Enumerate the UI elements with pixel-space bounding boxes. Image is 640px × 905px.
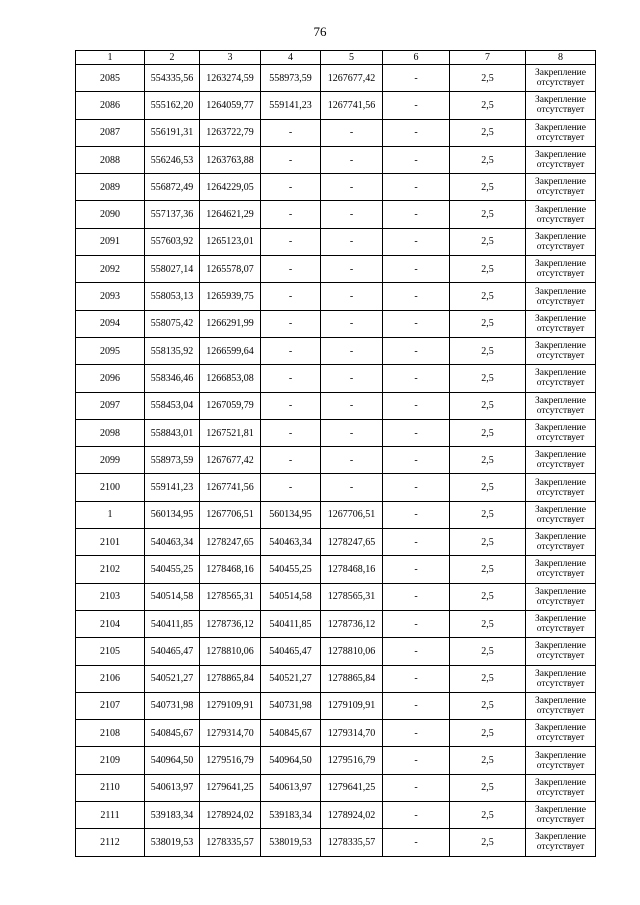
y-coord-cell: 1267521,81	[200, 419, 261, 446]
y-coord-cell: 1267706,51	[200, 501, 261, 528]
x-coord-cell: 558453,04	[145, 392, 200, 419]
point-number-cell: 2108	[76, 720, 145, 747]
accuracy-cell: 2,5	[450, 337, 526, 364]
x-coord-cell: 558027,14	[145, 256, 200, 283]
fixing-note-cell: Закрепление отсутствует	[526, 283, 596, 310]
x-coord-2-cell: 560134,95	[261, 501, 321, 528]
table-row	[76, 501, 596, 528]
y-coord-2-cell: -	[321, 474, 383, 501]
y-coord-cell: 1264621,29	[200, 201, 261, 228]
y-coord-2-cell: 1278736,12	[321, 610, 383, 637]
y-coord-2-cell: 1279109,91	[321, 692, 383, 719]
table-body	[76, 65, 596, 857]
column-header: 4	[261, 51, 321, 65]
fixing-note-cell: Закрепление отсутствует	[526, 474, 596, 501]
table-row	[76, 720, 596, 747]
fixing-note-cell: Закрепление отсутствует	[526, 447, 596, 474]
table-row	[76, 774, 596, 801]
accuracy-cell: 2,5	[450, 720, 526, 747]
accuracy-cell: 2,5	[450, 119, 526, 146]
x-coord-2-cell: 540731,98	[261, 692, 321, 719]
y-coord-2-cell: -	[321, 283, 383, 310]
fixing-note-cell: Закрепление отсутствует	[526, 310, 596, 337]
y-coord-2-cell: -	[321, 392, 383, 419]
x-coord-2-cell: -	[261, 174, 321, 201]
x-coord-cell: 540521,27	[145, 665, 200, 692]
point-number-cell: 2101	[76, 529, 145, 556]
col6-cell: -	[383, 146, 450, 173]
x-coord-cell: 555162,20	[145, 92, 200, 119]
point-number-cell: 2096	[76, 365, 145, 392]
point-number-cell: 2095	[76, 337, 145, 364]
col6-cell: -	[383, 720, 450, 747]
y-coord-cell: 1266599,64	[200, 337, 261, 364]
table-row	[76, 65, 596, 92]
y-coord-cell: 1278565,31	[200, 583, 261, 610]
x-coord-2-cell: 540411,85	[261, 610, 321, 637]
accuracy-cell: 2,5	[450, 365, 526, 392]
col6-cell: -	[383, 337, 450, 364]
y-coord-2-cell: -	[321, 256, 383, 283]
col6-cell: -	[383, 119, 450, 146]
y-coord-cell: 1278924,02	[200, 802, 261, 829]
y-coord-cell: 1263274,59	[200, 65, 261, 92]
point-number-cell: 2105	[76, 638, 145, 665]
y-coord-cell: 1265939,75	[200, 283, 261, 310]
y-coord-2-cell: 1267677,42	[321, 65, 383, 92]
fixing-note-cell: Закрепление отсутствует	[526, 774, 596, 801]
accuracy-cell: 2,5	[450, 283, 526, 310]
accuracy-cell: 2,5	[450, 501, 526, 528]
x-coord-cell: 540964,50	[145, 747, 200, 774]
accuracy-cell: 2,5	[450, 556, 526, 583]
x-coord-cell: 558346,46	[145, 365, 200, 392]
x-coord-2-cell: 558973,59	[261, 65, 321, 92]
table-row	[76, 638, 596, 665]
x-coord-cell: 558843,01	[145, 419, 200, 446]
col6-cell: -	[383, 256, 450, 283]
y-coord-2-cell: 1278468,16	[321, 556, 383, 583]
table-row	[76, 419, 596, 446]
y-coord-2-cell: 1278810,06	[321, 638, 383, 665]
accuracy-cell: 2,5	[450, 310, 526, 337]
fixing-note-cell: Закрепление отсутствует	[526, 337, 596, 364]
table-header-row	[76, 51, 596, 65]
accuracy-cell: 2,5	[450, 447, 526, 474]
y-coord-cell: 1267059,79	[200, 392, 261, 419]
x-coord-2-cell: -	[261, 447, 321, 474]
y-coord-cell: 1279314,70	[200, 720, 261, 747]
x-coord-2-cell: 540465,47	[261, 638, 321, 665]
y-coord-2-cell: -	[321, 174, 383, 201]
col6-cell: -	[383, 610, 450, 637]
y-coord-2-cell: -	[321, 365, 383, 392]
fixing-note-cell: Закрепление отсутствует	[526, 829, 596, 856]
page-number: 76	[313, 24, 327, 39]
y-coord-2-cell: -	[321, 447, 383, 474]
table-row	[76, 392, 596, 419]
x-coord-2-cell: -	[261, 365, 321, 392]
point-number-cell: 2102	[76, 556, 145, 583]
table-row	[76, 829, 596, 856]
col6-cell: -	[383, 638, 450, 665]
col6-cell: -	[383, 583, 450, 610]
x-coord-2-cell: -	[261, 256, 321, 283]
col6-cell: -	[383, 92, 450, 119]
y-coord-cell: 1278865,84	[200, 665, 261, 692]
table-row	[76, 447, 596, 474]
col6-cell: -	[383, 310, 450, 337]
x-coord-cell: 557137,36	[145, 201, 200, 228]
point-number-cell: 2110	[76, 774, 145, 801]
col6-cell: -	[383, 802, 450, 829]
accuracy-cell: 2,5	[450, 747, 526, 774]
column-header: 3	[200, 51, 261, 65]
table-row	[76, 310, 596, 337]
accuracy-cell: 2,5	[450, 529, 526, 556]
x-coord-2-cell: 540514,58	[261, 583, 321, 610]
fixing-note-cell: Закрепление отсутствует	[526, 256, 596, 283]
y-coord-2-cell: -	[321, 201, 383, 228]
fixing-note-cell: Закрепление отсутствует	[526, 665, 596, 692]
y-coord-2-cell: 1279314,70	[321, 720, 383, 747]
fixing-note-cell: Закрепление отсутствует	[526, 638, 596, 665]
x-coord-2-cell: 540964,50	[261, 747, 321, 774]
x-coord-cell: 540465,47	[145, 638, 200, 665]
x-coord-cell: 558135,92	[145, 337, 200, 364]
accuracy-cell: 2,5	[450, 665, 526, 692]
column-header: 6	[383, 51, 450, 65]
table-row	[76, 529, 596, 556]
fixing-note-cell: Закрепление отсутствует	[526, 501, 596, 528]
y-coord-cell: 1266291,99	[200, 310, 261, 337]
accuracy-cell: 2,5	[450, 829, 526, 856]
y-coord-2-cell: 1267706,51	[321, 501, 383, 528]
fixing-note-cell: Закрепление отсутствует	[526, 692, 596, 719]
table-row	[76, 228, 596, 255]
point-number-cell: 2092	[76, 256, 145, 283]
accuracy-cell: 2,5	[450, 92, 526, 119]
x-coord-2-cell: 540521,27	[261, 665, 321, 692]
point-number-cell: 2094	[76, 310, 145, 337]
point-number-cell: 2099	[76, 447, 145, 474]
y-coord-cell: 1264229,05	[200, 174, 261, 201]
table-row	[76, 802, 596, 829]
x-coord-cell: 540463,34	[145, 529, 200, 556]
col6-cell: -	[383, 829, 450, 856]
table-row	[76, 692, 596, 719]
fixing-note-cell: Закрепление отсутствует	[526, 419, 596, 446]
col6-cell: -	[383, 501, 450, 528]
x-coord-cell: 557603,92	[145, 228, 200, 255]
y-coord-cell: 1265578,07	[200, 256, 261, 283]
y-coord-2-cell: 1278924,02	[321, 802, 383, 829]
fixing-note-cell: Закрепление отсутствует	[526, 720, 596, 747]
accuracy-cell: 2,5	[450, 774, 526, 801]
y-coord-cell: 1279516,79	[200, 747, 261, 774]
x-coord-2-cell: -	[261, 201, 321, 228]
x-coord-cell: 556191,31	[145, 119, 200, 146]
x-coord-2-cell: -	[261, 283, 321, 310]
x-coord-2-cell: 540463,34	[261, 529, 321, 556]
fixing-note-cell: Закрепление отсутствует	[526, 65, 596, 92]
y-coord-2-cell: 1267741,56	[321, 92, 383, 119]
y-coord-2-cell: -	[321, 419, 383, 446]
fixing-note-cell: Закрепление отсутствует	[526, 92, 596, 119]
x-coord-2-cell: -	[261, 392, 321, 419]
table-row	[76, 283, 596, 310]
x-coord-2-cell: 540455,25	[261, 556, 321, 583]
y-coord-cell: 1278335,57	[200, 829, 261, 856]
accuracy-cell: 2,5	[450, 583, 526, 610]
point-number-cell: 2103	[76, 583, 145, 610]
accuracy-cell: 2,5	[450, 201, 526, 228]
point-number-cell: 2111	[76, 802, 145, 829]
column-header: 8	[526, 51, 596, 65]
accuracy-cell: 2,5	[450, 228, 526, 255]
x-coord-cell: 559141,23	[145, 474, 200, 501]
col6-cell: -	[383, 529, 450, 556]
col6-cell: -	[383, 474, 450, 501]
x-coord-2-cell: 559141,23	[261, 92, 321, 119]
y-coord-cell: 1263763,88	[200, 146, 261, 173]
column-header: 7	[450, 51, 526, 65]
col6-cell: -	[383, 201, 450, 228]
table-row	[76, 256, 596, 283]
point-number-cell: 2089	[76, 174, 145, 201]
accuracy-cell: 2,5	[450, 146, 526, 173]
point-number-cell: 2098	[76, 419, 145, 446]
fixing-note-cell: Закрепление отсутствует	[526, 610, 596, 637]
table-row	[76, 146, 596, 173]
point-number-cell: 2097	[76, 392, 145, 419]
column-header: 1	[76, 51, 145, 65]
table-row	[76, 665, 596, 692]
x-coord-2-cell: -	[261, 119, 321, 146]
accuracy-cell: 2,5	[450, 692, 526, 719]
column-header: 5	[321, 51, 383, 65]
table-row	[76, 556, 596, 583]
table-row	[76, 747, 596, 774]
x-coord-cell: 558973,59	[145, 447, 200, 474]
x-coord-cell: 540455,25	[145, 556, 200, 583]
x-coord-cell: 560134,95	[145, 501, 200, 528]
x-coord-cell: 558075,42	[145, 310, 200, 337]
x-coord-2-cell: 540845,67	[261, 720, 321, 747]
x-coord-2-cell: -	[261, 419, 321, 446]
x-coord-cell: 538019,53	[145, 829, 200, 856]
fixing-note-cell: Закрепление отсутствует	[526, 583, 596, 610]
y-coord-cell: 1278468,16	[200, 556, 261, 583]
point-number-cell: 2104	[76, 610, 145, 637]
accuracy-cell: 2,5	[450, 174, 526, 201]
col6-cell: -	[383, 65, 450, 92]
y-coord-2-cell: 1279516,79	[321, 747, 383, 774]
x-coord-cell: 540411,85	[145, 610, 200, 637]
y-coord-2-cell: 1278565,31	[321, 583, 383, 610]
col6-cell: -	[383, 774, 450, 801]
table-row	[76, 92, 596, 119]
x-coord-cell: 539183,34	[145, 802, 200, 829]
fixing-note-cell: Закрепление отсутствует	[526, 119, 596, 146]
point-number-cell: 2107	[76, 692, 145, 719]
table-row	[76, 365, 596, 392]
x-coord-2-cell: 540613,97	[261, 774, 321, 801]
fixing-note-cell: Закрепление отсутствует	[526, 529, 596, 556]
fixing-note-cell: Закрепление отсутствует	[526, 392, 596, 419]
x-coord-cell: 540514,58	[145, 583, 200, 610]
x-coord-cell: 540731,98	[145, 692, 200, 719]
y-coord-cell: 1278736,12	[200, 610, 261, 637]
x-coord-2-cell: -	[261, 146, 321, 173]
point-number-cell: 1	[76, 501, 145, 528]
column-header: 2	[145, 51, 200, 65]
point-number-cell: 2109	[76, 747, 145, 774]
x-coord-cell: 556246,53	[145, 146, 200, 173]
x-coord-cell: 558053,13	[145, 283, 200, 310]
point-number-cell: 2090	[76, 201, 145, 228]
y-coord-cell: 1278810,06	[200, 638, 261, 665]
table-row	[76, 201, 596, 228]
point-number-cell: 2100	[76, 474, 145, 501]
fixing-note-cell: Закрепление отсутствует	[526, 146, 596, 173]
point-number-cell: 2085	[76, 65, 145, 92]
x-coord-cell: 540613,97	[145, 774, 200, 801]
col6-cell: -	[383, 419, 450, 446]
accuracy-cell: 2,5	[450, 638, 526, 665]
accuracy-cell: 2,5	[450, 802, 526, 829]
accuracy-cell: 2,5	[450, 610, 526, 637]
y-coord-cell: 1267741,56	[200, 474, 261, 501]
x-coord-2-cell: 538019,53	[261, 829, 321, 856]
y-coord-2-cell: -	[321, 310, 383, 337]
fixing-note-cell: Закрепление отсутствует	[526, 228, 596, 255]
x-coord-2-cell: 539183,34	[261, 802, 321, 829]
x-coord-cell: 540845,67	[145, 720, 200, 747]
x-coord-2-cell: -	[261, 337, 321, 364]
col6-cell: -	[383, 556, 450, 583]
accuracy-cell: 2,5	[450, 65, 526, 92]
table-row	[76, 610, 596, 637]
table-row	[76, 583, 596, 610]
y-coord-cell: 1279641,25	[200, 774, 261, 801]
fixing-note-cell: Закрепление отсутствует	[526, 201, 596, 228]
col6-cell: -	[383, 283, 450, 310]
y-coord-2-cell: -	[321, 337, 383, 364]
col6-cell: -	[383, 665, 450, 692]
point-number-cell: 2112	[76, 829, 145, 856]
col6-cell: -	[383, 447, 450, 474]
y-coord-2-cell: -	[321, 228, 383, 255]
table-row	[76, 174, 596, 201]
y-coord-cell: 1263722,79	[200, 119, 261, 146]
fixing-note-cell: Закрепление отсутствует	[526, 365, 596, 392]
fixing-note-cell: Закрепление отсутствует	[526, 802, 596, 829]
col6-cell: -	[383, 228, 450, 255]
y-coord-cell: 1265123,01	[200, 228, 261, 255]
y-coord-2-cell: -	[321, 146, 383, 173]
y-coord-2-cell: 1278335,57	[321, 829, 383, 856]
fixing-note-cell: Закрепление отсутствует	[526, 556, 596, 583]
point-number-cell: 2086	[76, 92, 145, 119]
col6-cell: -	[383, 692, 450, 719]
y-coord-cell: 1278247,65	[200, 529, 261, 556]
col6-cell: -	[383, 392, 450, 419]
col6-cell: -	[383, 365, 450, 392]
fixing-note-cell: Закрепление отсутствует	[526, 174, 596, 201]
col6-cell: -	[383, 174, 450, 201]
point-number-cell: 2091	[76, 228, 145, 255]
point-number-cell: 2106	[76, 665, 145, 692]
y-coord-cell: 1267677,42	[200, 447, 261, 474]
table-row	[76, 337, 596, 364]
coordinates-table	[75, 50, 596, 857]
col6-cell: -	[383, 747, 450, 774]
x-coord-2-cell: -	[261, 228, 321, 255]
accuracy-cell: 2,5	[450, 392, 526, 419]
point-number-cell: 2093	[76, 283, 145, 310]
point-number-cell: 2088	[76, 146, 145, 173]
y-coord-2-cell: 1278865,84	[321, 665, 383, 692]
accuracy-cell: 2,5	[450, 419, 526, 446]
y-coord-2-cell: 1278247,65	[321, 529, 383, 556]
y-coord-2-cell: -	[321, 119, 383, 146]
y-coord-cell: 1279109,91	[200, 692, 261, 719]
y-coord-2-cell: 1279641,25	[321, 774, 383, 801]
table-row	[76, 119, 596, 146]
fixing-note-cell: Закрепление отсутствует	[526, 747, 596, 774]
point-number-cell: 2087	[76, 119, 145, 146]
accuracy-cell: 2,5	[450, 256, 526, 283]
accuracy-cell: 2,5	[450, 474, 526, 501]
y-coord-cell: 1266853,08	[200, 365, 261, 392]
x-coord-2-cell: -	[261, 474, 321, 501]
x-coord-cell: 556872,49	[145, 174, 200, 201]
y-coord-cell: 1264059,77	[200, 92, 261, 119]
x-coord-cell: 554335,56	[145, 65, 200, 92]
table-row	[76, 474, 596, 501]
x-coord-2-cell: -	[261, 310, 321, 337]
